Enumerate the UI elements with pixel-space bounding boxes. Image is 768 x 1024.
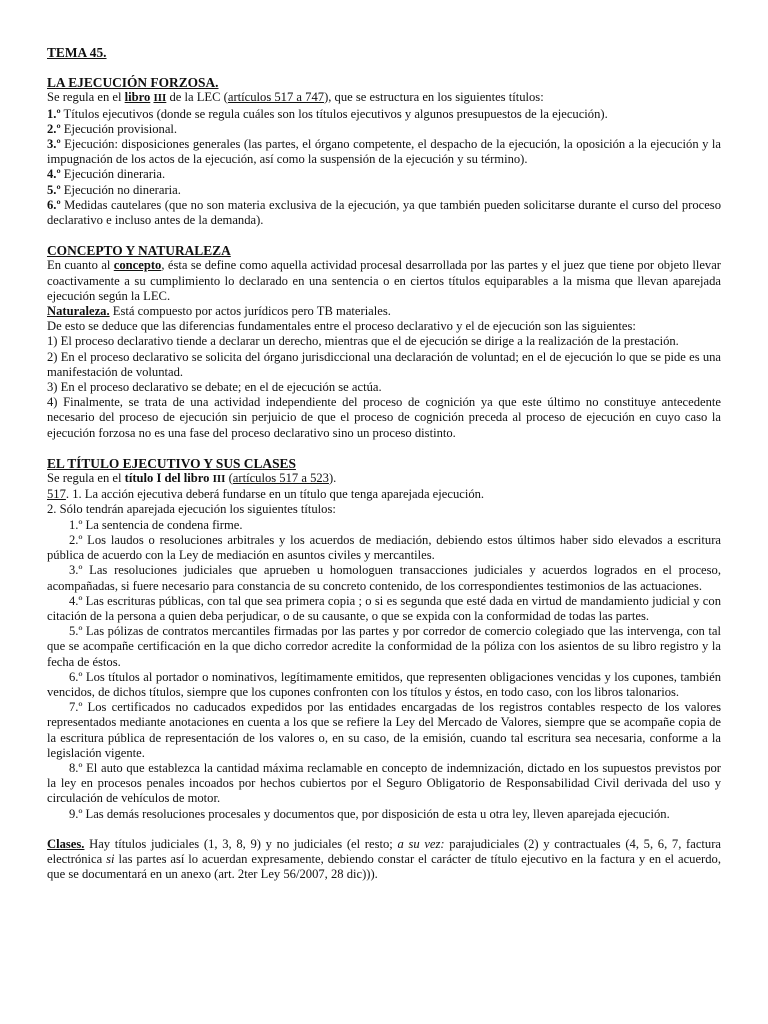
list-item: 2.º Ejecución provisional.	[47, 121, 178, 136]
list-item: 6.º Medidas cautelares (que no son materia exclusiva de la ejecución, ya que también pueden solicitarse durante el curso del proceso declarativo e incluso antes de la demanda).	[47, 197, 721, 228]
titulo-item: 2.º Los laudos o resoluciones arbitrales y los acuerdos de mediación, debiendo estos últimos haber sido elevados a escritura pública de acuerdo con la Ley de mediación en asuntos civiles y mercantiles.	[47, 532, 721, 563]
section-intro: Se regula en el libro III de la LEC (artículos 517 a 747), que se estructura en los siguientes títulos:	[47, 90, 544, 105]
clases-paragraph: Clases. Hay títulos judiciales (1, 3, 8, 9) y no judiciales (el resto; a su vez: parajudiciales (2) y contractuales (4, 5, 6, 7, factura electrónica si las partes así lo acuerdan expresamente, debiendo constar el carácter de título ejecutivo en la factura y en el acuerdo, que se documentará en un anexo (art. 2ter Ley 56/2007, 28 dic))).	[47, 836, 722, 882]
titulo-item: 4.º Las escrituras públicas, con tal que sea primera copia ; o si es segunda que esté dada en virtud de mandamiento judicial y con citación de la persona a quien deba perjudicar, o de su causante, o que se expida con la conformidad de todas las partes.	[47, 593, 721, 623]
section-heading-ejecucion: LA EJECUCIÓN FORZOSA.	[47, 75, 219, 91]
titulo-item: 8.º El auto que establezca la cantidad máxima reclamable en concepto de indemnización, dictado en los supuestos previstos por la ley en procesos penales incoados por hechos cubiertos por el Seguro Obligatorio de Responsabilidad Civil derivada del uso y circulación de vehículos de motor.	[47, 760, 721, 806]
titulo-item: 6.º Los títulos al portador o nominativos, legítimamente emitidos, que representen obligaciones vencidas y los cupones, también vencidos, de dichos títulos, siempre que los cupones confronten con los títulos y éstos, en todo caso, con los libros talonarios.	[47, 669, 721, 699]
concepto-paragraph: En cuanto al concepto, ésta se define como aquella actividad procesal desarrollada por las partes y el juez que tiene por objeto llevar coactivamente a su cumplimiento lo declarado en una sentencia o en ciertos títulos equiparables a la misma que llevan aparejada ejecución según la LEC.	[47, 258, 721, 303]
list-item: 3.º Ejecución: disposiciones generales (las partes, el órgano competente, el despacho de la ejecución, la oposición a la ejecución y la impugnación de los actos de la ejecución, así como la suspensión de la ejecución y su término).	[47, 137, 721, 167]
list-item: 4.º Ejecución dineraria.	[47, 167, 166, 182]
article-517-2: 2. Sólo tendrán aparejada ejecución los siguientes títulos:	[47, 502, 336, 517]
titulo-item: 5.º Las pólizas de contratos mercantiles firmadas por las partes y por corredor de comercio colegiado que las intervenga, con tal que se acompañe certificación en la que dicho corredor acredite la conformidad de la póliza con los asientos de su libro registro y la fecha de éstos.	[47, 624, 721, 669]
document-body	[47, 45, 721, 882]
article-517: 517. 1. La acción ejecutiva deberá fundarse en un título que tenga aparejada ejecución.	[47, 487, 485, 502]
difference-item: 2) En el proceso declarativo se solicita del órgano jurisdiccional una declaración de voluntad; en el de ejecución lo que se pide es una manifestación de voluntad.	[47, 349, 721, 379]
titulo-item: 1.º La sentencia de condena firme.	[69, 517, 243, 532]
list-item: 5.º Ejecución no dineraria.	[47, 182, 181, 197]
page-title: TEMA 45.	[47, 45, 107, 60]
regulation-line: Se regula en el título I del libro III (artículos 517 a 523).	[47, 471, 337, 486]
section-heading-concepto: CONCEPTO Y NATURALEZA	[47, 243, 231, 259]
section-heading-titulo: EL TÍTULO EJECUTIVO Y SUS CLASES	[47, 455, 296, 471]
difference-item: 4) Finalmente, se trata de una actividad independiente del proceso de cognición ya que este último no constituye antecedente necesario del proceso de ejecución sin perjuicio de que el proceso de cognición preceda al proceso de ejecución en cuyo caso la ejecución forzosa no es una fase del proceso declarativo sino un proceso distinto.	[47, 395, 721, 440]
titulo-item: 9.º Las demás resoluciones procesales y documentos que, por disposición de esta u otra ley, lleven aparejada ejecución.	[69, 806, 670, 821]
list-item: 1.º Títulos ejecutivos (donde se regula cuáles son los títulos ejecutivos y algunos presupuestos de la ejecución).	[47, 106, 608, 121]
difference-item: 3) En el proceso declarativo se debate; en el de ejecución se actúa.	[47, 380, 382, 395]
differences-intro: De esto se deduce que las diferencias fundamentales entre el proceso declarativo y el de ejecución son las siguientes:	[47, 319, 636, 334]
titulo-item: 3.º Las resoluciones judiciales que aprueben u homologuen transacciones judiciales y acuerdos logrados en el proceso, acompañadas, si fuere necesario para constancia de su concreto contenido, de los correspondientes testimonios de las actuaciones.	[47, 563, 721, 593]
titulo-item: 7.º Los certificados no caducados expedidos por las entidades encargadas de los registros contables respecto de los valores representados mediante anotaciones en cuenta a los que se refiere la Ley del Mercado de Valores, siempre que se acompañe copia de la escritura pública de representación de los valores o, en su caso, de la emisión, cuando tal escritura sea necesaria, conforme a la legislación vigente.	[47, 700, 721, 760]
naturaleza-paragraph: Naturaleza. Está compuesto por actos jurídicos pero TB materiales.	[47, 304, 391, 319]
difference-item: 1) El proceso declarativo tiende a declarar un derecho, mientras que el de ejecución se dirige a la realización de la prestación.	[47, 334, 679, 349]
